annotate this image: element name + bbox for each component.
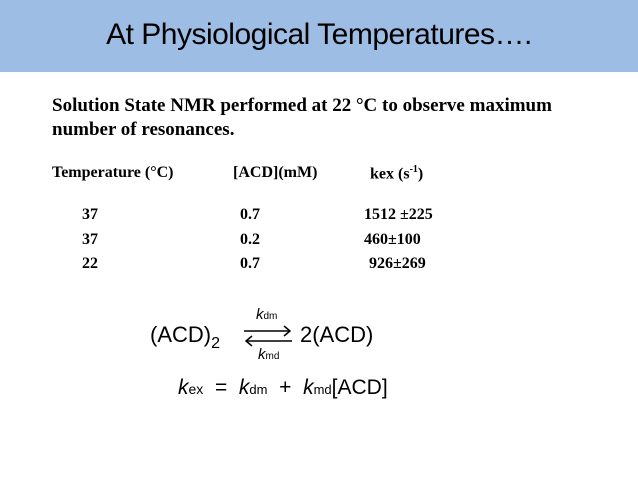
row2-kex: 460±100	[364, 231, 421, 248]
header-kex: kex $(s^{-1})$	[370, 164, 424, 183]
row2-acd: 0.2	[240, 231, 260, 248]
row3-acd: 0.7	[240, 255, 260, 272]
reverse-rate-label: kmd	[258, 346, 280, 363]
forward-rate-label: kdm	[256, 306, 278, 323]
row3-kex: 926±269	[369, 255, 426, 272]
slide-title: At Physiological Temperatures….	[106, 18, 532, 51]
row1-temperature: 37	[82, 206, 98, 223]
equilibrium-left: $(ACD)_2$	[150, 322, 221, 352]
equilibrium-arrows-icon	[242, 325, 294, 347]
row3-temperature: 22	[82, 255, 98, 272]
equilibrium-right: 2(ACD)	[300, 322, 374, 347]
row1-kex: 1512 ±225	[364, 206, 433, 223]
rate-equation: kex = kdm + kmd[ACD]	[178, 376, 388, 399]
intro-text: Solution State NMR performed at 22 °C to observe maximum number of resonances.	[52, 95, 552, 140]
header-temperature: Temperature (°C)	[52, 164, 174, 181]
row1-acd: 0.7	[240, 206, 260, 223]
row2-temperature: 37	[82, 231, 98, 248]
header-acd: [ACD](mM)	[233, 164, 318, 181]
